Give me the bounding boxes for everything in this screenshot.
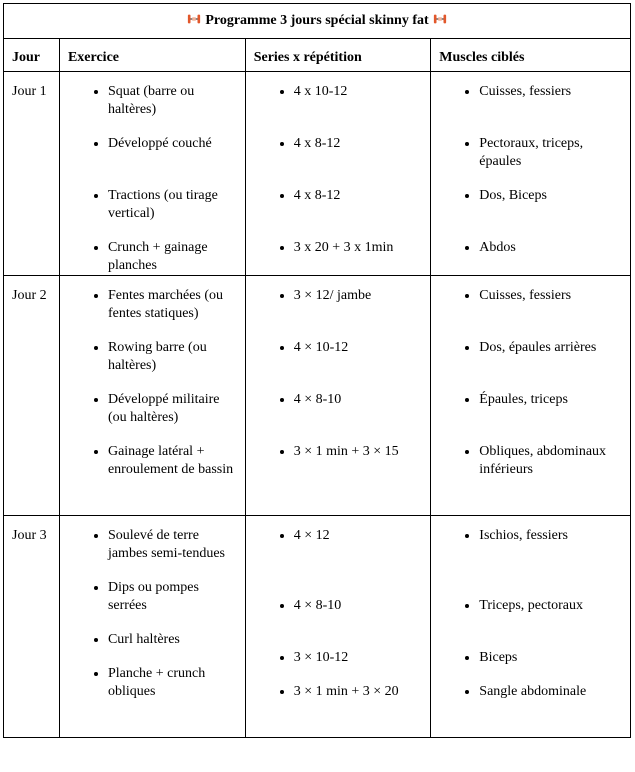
list-item: • 3 × 12/ jambe	[294, 287, 427, 323]
list-item: • Développé militaire (ou haltères)	[108, 391, 241, 427]
table-row	[4, 276, 631, 516]
list-item: • 3 × 1 min + 3 × 20	[294, 683, 427, 701]
list-item: • Squat (barre ou haltères)	[108, 83, 241, 119]
title-row	[4, 4, 631, 39]
list-item: • Gainage latéral + enroulement de bassin	[108, 443, 241, 479]
list-item: • Développé couché	[108, 135, 241, 153]
list-item: • Ischios, fessiers	[479, 527, 626, 581]
list-item: • Obliques, abdominaux inférieurs	[479, 443, 626, 479]
day-cell: Jour 2	[4, 276, 60, 516]
list-item: • Fentes marchées (ou fentes statiques)	[108, 287, 241, 323]
column-header: Jour	[4, 39, 60, 72]
list-item: • Dips ou pompes serrées	[108, 579, 241, 615]
dumbbell-icon	[187, 12, 201, 26]
list-item: • Dos, Biceps	[479, 187, 626, 223]
column-header: Series x répétition	[245, 39, 431, 72]
list-item: • Sangle abdominale	[479, 683, 626, 701]
list-item: • 4 × 10-12	[294, 339, 427, 375]
sets-cell	[245, 516, 431, 738]
list-item: • 4 × 8-10	[294, 391, 427, 427]
list-item: • Biceps	[479, 649, 626, 667]
muscles-cell	[431, 516, 631, 738]
list-item: • Dos, épaules arrières	[479, 339, 626, 375]
table-title	[4, 4, 631, 39]
list-item: • 4 x 8-12	[294, 135, 427, 171]
column-header: Muscles ciblés	[431, 39, 631, 72]
list-item: • 3 × 10-12	[294, 649, 427, 667]
list-item: • 3 × 1 min + 3 × 15	[294, 443, 427, 479]
sets-cell	[245, 72, 431, 276]
exercise-cell	[59, 516, 245, 738]
day-cell: Jour 3	[4, 516, 60, 738]
day-cell: Jour 1	[4, 72, 60, 276]
header-row	[4, 39, 631, 72]
list-item: • 4 x 10-12	[294, 83, 427, 119]
column-header: Exercice	[59, 39, 245, 72]
muscles-cell	[431, 276, 631, 516]
list-item: • Crunch + gainage planches	[108, 239, 241, 275]
list-item: • Planche + crunch obliques	[108, 665, 241, 701]
list-item: • Cuisses, fessiers	[479, 83, 626, 119]
list-item: • Triceps, pectoraux	[479, 597, 626, 633]
list-item: • 4 × 8-10	[294, 597, 427, 633]
list-item: • Épaules, triceps	[479, 391, 626, 427]
list-item: • Pectoraux, triceps, épaules	[479, 135, 626, 171]
list-item: • 3 x 20 + 3 x 1min	[294, 239, 427, 275]
table-row	[4, 72, 631, 276]
program-table	[3, 3, 631, 738]
list-item: • 4 × 12	[294, 527, 427, 581]
dumbbell-icon	[433, 12, 447, 26]
list-item: • Curl haltères	[108, 631, 241, 649]
list-item: • Cuisses, fessiers	[479, 287, 626, 323]
sets-cell	[245, 276, 431, 516]
list-item: • Tractions (ou tirage vertical)	[108, 187, 241, 223]
table-row	[4, 516, 631, 738]
list-item: • Rowing barre (ou haltères)	[108, 339, 241, 375]
list-item: • Abdos	[479, 239, 626, 275]
list-item: • Soulevé de terre jambes semi-tendues	[108, 527, 241, 563]
exercise-cell	[59, 276, 245, 516]
exercise-cell	[59, 72, 245, 276]
list-item: • 4 x 8-12	[294, 187, 427, 223]
title-text: Programme 3 jours spécial skinny fat	[205, 12, 429, 28]
muscles-cell	[431, 72, 631, 276]
